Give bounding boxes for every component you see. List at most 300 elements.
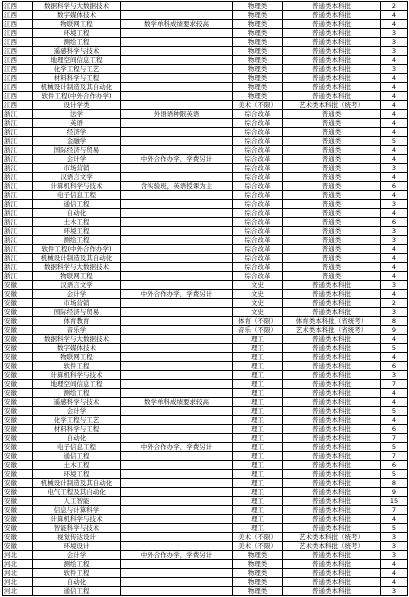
major-cell: 电子信息工程: [33, 443, 121, 452]
major-cell: 物联网工程: [33, 20, 121, 29]
note-cell: 含实验班，英语授课为主: [121, 182, 233, 191]
province-cell: 安徽: [3, 542, 33, 551]
major-cell: 会计学: [33, 551, 121, 560]
province-cell: 江西: [3, 92, 33, 101]
count-cell: 7: [381, 434, 408, 443]
count-cell: 4: [381, 56, 408, 65]
batch-cell: 普通类本科批: [283, 416, 381, 425]
count-cell: 3: [381, 164, 408, 173]
count-cell: 4: [381, 83, 408, 92]
major-cell: 法学: [33, 110, 121, 119]
note-cell: 中外合作办学，学费另计: [121, 155, 233, 164]
count-cell: 4: [381, 20, 408, 29]
count-cell: 4: [381, 245, 408, 254]
table-row: [3, 416, 408, 425]
count-cell: 3: [381, 200, 408, 209]
category-cell: 理工: [233, 425, 283, 434]
count-cell: 6: [381, 461, 408, 470]
note-cell: [121, 146, 233, 155]
category-cell: 综合改革: [233, 191, 283, 200]
note-cell: [121, 578, 233, 587]
category-cell: 综合改革: [233, 245, 283, 254]
category-cell: 综合改革: [233, 236, 283, 245]
note-cell: [121, 569, 233, 578]
note-cell: [121, 173, 233, 182]
major-cell: 地理空间信息工程: [33, 380, 121, 389]
category-cell: 综合改革: [233, 200, 283, 209]
table-row: [3, 47, 408, 56]
major-cell: 软件工程(中外合作办学): [33, 92, 121, 101]
category-cell: 物理类: [233, 587, 283, 596]
major-cell: 市场营销: [33, 164, 121, 173]
count-cell: 4: [381, 290, 408, 299]
table-row: [3, 137, 408, 146]
major-cell: 自动化: [33, 434, 121, 443]
major-cell: 通信工程: [33, 200, 121, 209]
count-cell: 3: [381, 308, 408, 317]
province-cell: 江西: [3, 101, 33, 110]
table-row: [3, 290, 408, 299]
batch-cell: 普通类本科批: [283, 74, 381, 83]
note-cell: [121, 128, 233, 137]
batch-cell: 普通类: [283, 137, 381, 146]
category-cell: 物理类: [233, 38, 283, 47]
note-cell: [121, 497, 233, 506]
category-cell: 物理类: [233, 92, 283, 101]
table-row: [3, 173, 408, 182]
table-row: [3, 515, 408, 524]
table-row: [3, 326, 408, 335]
count-cell: 6: [381, 425, 408, 434]
note-cell: [121, 344, 233, 353]
note-cell: [121, 389, 233, 398]
note-cell: [121, 56, 233, 65]
table-row: [3, 542, 408, 551]
province-cell: 浙江: [3, 209, 33, 218]
table-row: [3, 92, 408, 101]
table-row: [3, 569, 408, 578]
category-cell: 理工: [233, 335, 283, 344]
major-cell: 计算机科学与技术: [33, 515, 121, 524]
major-cell: 设计学类: [33, 101, 121, 110]
major-cell: 材料科学与工程: [33, 425, 121, 434]
note-cell: 中外合作办学，学费另计: [121, 443, 233, 452]
major-cell: 测绘工程: [33, 389, 121, 398]
province-cell: 江西: [3, 56, 33, 65]
category-cell: 理工: [233, 497, 283, 506]
province-cell: 安徽: [3, 515, 33, 524]
major-cell: 软件工程: [33, 362, 121, 371]
province-cell: 江西: [3, 83, 33, 92]
count-cell: 3: [381, 551, 408, 560]
province-cell: 河北: [3, 551, 33, 560]
batch-cell: 普通类本科批: [283, 560, 381, 569]
count-cell: 3: [381, 29, 408, 38]
note-cell: [121, 101, 233, 110]
count-cell: 4: [381, 578, 408, 587]
batch-cell: 普通类本科批: [283, 2, 381, 11]
major-cell: 土木工程: [33, 218, 121, 227]
province-cell: 浙江: [3, 119, 33, 128]
count-cell: 8: [381, 317, 408, 326]
batch-cell: 普通类本科批: [283, 29, 381, 38]
table-row: [3, 497, 408, 506]
note-cell: [121, 371, 233, 380]
batch-cell: 普通类本科批: [283, 425, 381, 434]
major-cell: 物联网工程: [33, 353, 121, 362]
category-cell: 综合改革: [233, 182, 283, 191]
note-cell: [121, 200, 233, 209]
table-row: [3, 317, 408, 326]
major-cell: 电子信息工程: [33, 191, 121, 200]
category-cell: 物理类: [233, 74, 283, 83]
province-cell: 浙江: [3, 110, 33, 119]
province-cell: 安徽: [3, 281, 33, 290]
category-cell: 综合改革: [233, 173, 283, 182]
batch-cell: 普通类: [283, 146, 381, 155]
batch-cell: 普通类: [283, 128, 381, 137]
category-cell: 综合改革: [233, 227, 283, 236]
note-cell: [121, 272, 233, 281]
note-cell: [121, 83, 233, 92]
table-row: [3, 353, 408, 362]
category-cell: 理工: [233, 407, 283, 416]
note-cell: [121, 335, 233, 344]
note-cell: [121, 92, 233, 101]
major-cell: 机械设计制造及其自动化: [33, 479, 121, 488]
count-cell: 4: [381, 254, 408, 263]
table-row: [3, 65, 408, 74]
major-cell: 环境工程: [33, 470, 121, 479]
major-cell: 数字媒体技术: [33, 344, 121, 353]
province-cell: 安徽: [3, 326, 33, 335]
province-cell: 浙江: [3, 173, 33, 182]
count-cell: 3: [381, 542, 408, 551]
major-cell: 遥感科学与技术: [33, 47, 121, 56]
province-cell: 浙江: [3, 236, 33, 245]
major-cell: 数据科学与大数据技术: [33, 2, 121, 11]
province-cell: 河北: [3, 578, 33, 587]
batch-cell: 普通类本科批: [283, 569, 381, 578]
category-cell: 理工: [233, 524, 283, 533]
note-cell: [121, 317, 233, 326]
table-row: [3, 101, 408, 110]
note-cell: 数学单科成绩要求较高: [121, 398, 233, 407]
note-cell: [121, 488, 233, 497]
note-cell: [121, 560, 233, 569]
province-cell: 浙江: [3, 263, 33, 272]
note-cell: [121, 218, 233, 227]
major-cell: 通信工程: [33, 452, 121, 461]
batch-cell: 普通类: [283, 164, 381, 173]
category-cell: 综合改革: [233, 272, 283, 281]
province-cell: 安徽: [3, 479, 33, 488]
category-cell: 物理类: [233, 551, 283, 560]
note-cell: [121, 164, 233, 173]
batch-cell: 普通类本科批: [283, 587, 381, 596]
province-cell: 浙江: [3, 164, 33, 173]
table-row: [3, 155, 408, 164]
table-row: [3, 587, 408, 596]
table-row: [3, 398, 408, 407]
count-cell: 9: [381, 326, 408, 335]
table-row: [3, 38, 408, 47]
count-cell: 8: [381, 479, 408, 488]
table-row: [3, 254, 408, 263]
note-cell: [121, 2, 233, 11]
table-row: [3, 29, 408, 38]
province-cell: 江西: [3, 47, 33, 56]
table-row: [3, 2, 408, 11]
count-cell: 4: [381, 398, 408, 407]
major-cell: 软件工程: [33, 569, 121, 578]
note-cell: [121, 74, 233, 83]
note-cell: [121, 434, 233, 443]
count-cell: 4: [381, 119, 408, 128]
note-cell: [121, 38, 233, 47]
category-cell: 综合改革: [233, 137, 283, 146]
category-cell: 理工: [233, 488, 283, 497]
note-cell: [121, 524, 233, 533]
major-cell: 体育教育: [33, 317, 121, 326]
major-cell: 化学工程与工艺: [33, 416, 121, 425]
province-cell: 安徽: [3, 290, 33, 299]
count-cell: 3: [381, 281, 408, 290]
note-cell: [121, 533, 233, 542]
province-cell: 安徽: [3, 299, 33, 308]
table-row: [3, 443, 408, 452]
batch-cell: 艺术类本科批（统考）: [283, 101, 381, 110]
category-cell: 理工: [233, 380, 283, 389]
table-row: [3, 128, 408, 137]
count-cell: 3: [381, 371, 408, 380]
batch-cell: 普通类: [283, 209, 381, 218]
batch-cell: 普通类本科批: [283, 434, 381, 443]
major-cell: 环境工程: [33, 227, 121, 236]
province-cell: 安徽: [3, 371, 33, 380]
major-cell: 数据科学与大数据技术: [33, 263, 121, 272]
admission-plan-table: [2, 1, 408, 596]
table-row: [3, 551, 408, 560]
batch-cell: 普通类本科批: [283, 551, 381, 560]
province-cell: 江西: [3, 20, 33, 29]
plan-table-body: [3, 2, 408, 596]
table-row: [3, 263, 408, 272]
batch-cell: 普通类本科批: [283, 20, 381, 29]
table-row: [3, 407, 408, 416]
major-cell: 电气工程及其自动化: [33, 488, 121, 497]
province-cell: 浙江: [3, 137, 33, 146]
province-cell: 安徽: [3, 461, 33, 470]
count-cell: 5: [381, 344, 408, 353]
note-cell: [121, 47, 233, 56]
major-cell: 测绘工程: [33, 38, 121, 47]
category-cell: 综合改革: [233, 218, 283, 227]
major-cell: 会计学: [33, 407, 121, 416]
note-cell: 中外合作办学，学费另计: [121, 290, 233, 299]
table-row: [3, 209, 408, 218]
count-cell: 4: [381, 263, 408, 272]
major-cell: 数据科学与大数据技术: [33, 335, 121, 344]
province-cell: 浙江: [3, 155, 33, 164]
batch-cell: 普通类本科批: [283, 371, 381, 380]
table-row: [3, 236, 408, 245]
note-cell: [121, 479, 233, 488]
province-cell: 安徽: [3, 416, 33, 425]
province-cell: 安徽: [3, 344, 33, 353]
table-row: [3, 344, 408, 353]
major-cell: 测绘工程: [33, 236, 121, 245]
table-row: [3, 479, 408, 488]
batch-cell: 普通类本科批: [283, 470, 381, 479]
note-cell: [121, 65, 233, 74]
batch-cell: 普通类本科批: [283, 479, 381, 488]
batch-cell: 普通类本科批: [283, 578, 381, 587]
count-cell: 4: [381, 101, 408, 110]
note-cell: [121, 137, 233, 146]
category-cell: 物理类: [233, 11, 283, 20]
batch-cell: 艺术类本科批（省统考）: [283, 326, 381, 335]
province-cell: 安徽: [3, 488, 33, 497]
batch-cell: 普通类本科批: [283, 56, 381, 65]
table-row: [3, 56, 408, 65]
province-cell: 江西: [3, 38, 33, 47]
major-cell: 化学工程与工艺: [33, 65, 121, 74]
category-cell: 物理类: [233, 65, 283, 74]
batch-cell: 普通类: [283, 236, 381, 245]
count-cell: 7: [381, 380, 408, 389]
category-cell: 体育（不限）: [233, 317, 283, 326]
province-cell: 安徽: [3, 443, 33, 452]
province-cell: 安徽: [3, 506, 33, 515]
province-cell: 安徽: [3, 524, 33, 533]
major-cell: 环境工程: [33, 29, 121, 38]
province-cell: 浙江: [3, 200, 33, 209]
batch-cell: 普通类: [283, 119, 381, 128]
batch-cell: 普通类本科批: [283, 362, 381, 371]
note-cell: [121, 119, 233, 128]
note-cell: [121, 461, 233, 470]
batch-cell: 普通类本科批: [283, 524, 381, 533]
batch-cell: 普通类: [283, 191, 381, 200]
note-cell: [121, 245, 233, 254]
table-row: [3, 461, 408, 470]
note-cell: [121, 452, 233, 461]
note-cell: [121, 587, 233, 596]
major-cell: 经济学: [33, 128, 121, 137]
note-cell: 中外合作办学，学费另计: [121, 551, 233, 560]
category-cell: 物理类: [233, 20, 283, 29]
province-cell: 安徽: [3, 362, 33, 371]
province-cell: 浙江: [3, 218, 33, 227]
batch-cell: 普通类本科批: [283, 290, 381, 299]
note-cell: [121, 209, 233, 218]
table-row: [3, 83, 408, 92]
major-cell: 自动化: [33, 209, 121, 218]
count-cell: 4: [381, 92, 408, 101]
major-cell: 自动化: [33, 578, 121, 587]
major-cell: 国际经济与贸易: [33, 308, 121, 317]
category-cell: 物理类: [233, 560, 283, 569]
note-cell: [121, 299, 233, 308]
province-cell: 安徽: [3, 470, 33, 479]
count-cell: 5: [381, 407, 408, 416]
batch-cell: 普通类本科批: [283, 299, 381, 308]
batch-cell: 普通类: [283, 110, 381, 119]
note-cell: [121, 227, 233, 236]
category-cell: 理工: [233, 344, 283, 353]
note-cell: [121, 353, 233, 362]
category-cell: 文史: [233, 281, 283, 290]
count-cell: 2: [381, 2, 408, 11]
province-cell: 安徽: [3, 425, 33, 434]
note-cell: 数学单科成绩要求较高: [121, 20, 233, 29]
table-row: [3, 164, 408, 173]
batch-cell: 普通类本科批: [283, 344, 381, 353]
batch-cell: 普通类本科批: [283, 515, 381, 524]
province-cell: 安徽: [3, 308, 33, 317]
count-cell: 7: [381, 506, 408, 515]
province-cell: 安徽: [3, 497, 33, 506]
category-cell: 理工: [233, 371, 283, 380]
note-cell: [121, 425, 233, 434]
table-row: [3, 11, 408, 20]
table-row: [3, 200, 408, 209]
table-row: [3, 308, 408, 317]
note-cell: [121, 236, 233, 245]
batch-cell: 普通类本科批: [283, 488, 381, 497]
table-row: [3, 245, 408, 254]
major-cell: 机械设计制造及其自动化: [33, 254, 121, 263]
batch-cell: 普通类本科批: [283, 461, 381, 470]
batch-cell: 普通类本科批: [283, 506, 381, 515]
major-cell: 土木工程: [33, 461, 121, 470]
batch-cell: 普通类本科批: [283, 47, 381, 56]
note-cell: [121, 362, 233, 371]
batch-cell: 普通类本科批: [283, 281, 381, 290]
count-cell: 4: [381, 353, 408, 362]
count-cell: 4: [381, 191, 408, 200]
count-cell: 4: [381, 335, 408, 344]
major-cell: 人工智能: [33, 497, 121, 506]
major-cell: 计算机科学与技术: [33, 371, 121, 380]
count-cell: 3: [381, 236, 408, 245]
note-cell: [121, 515, 233, 524]
table-row: [3, 488, 408, 497]
batch-cell: 普通类: [283, 245, 381, 254]
major-cell: 金融学: [33, 137, 121, 146]
province-cell: 江西: [3, 29, 33, 38]
category-cell: 物理类: [233, 2, 283, 11]
category-cell: 理工: [233, 461, 283, 470]
major-cell: 计算机科学与技术: [33, 182, 121, 191]
batch-cell: 普通类: [283, 155, 381, 164]
batch-cell: 体育类本科批（省统考）: [283, 317, 381, 326]
table-row: [3, 20, 408, 29]
note-cell: 外语语种限英语: [121, 110, 233, 119]
category-cell: 综合改革: [233, 146, 283, 155]
category-cell: 物理类: [233, 569, 283, 578]
category-cell: 综合改革: [233, 119, 283, 128]
province-cell: 安徽: [3, 434, 33, 443]
count-cell: 5: [381, 443, 408, 452]
table-row: [3, 425, 408, 434]
table-row: [3, 281, 408, 290]
category-cell: 理工: [233, 398, 283, 407]
batch-cell: 普通类: [283, 218, 381, 227]
batch-cell: 普通类本科批: [283, 452, 381, 461]
count-cell: 6: [381, 362, 408, 371]
